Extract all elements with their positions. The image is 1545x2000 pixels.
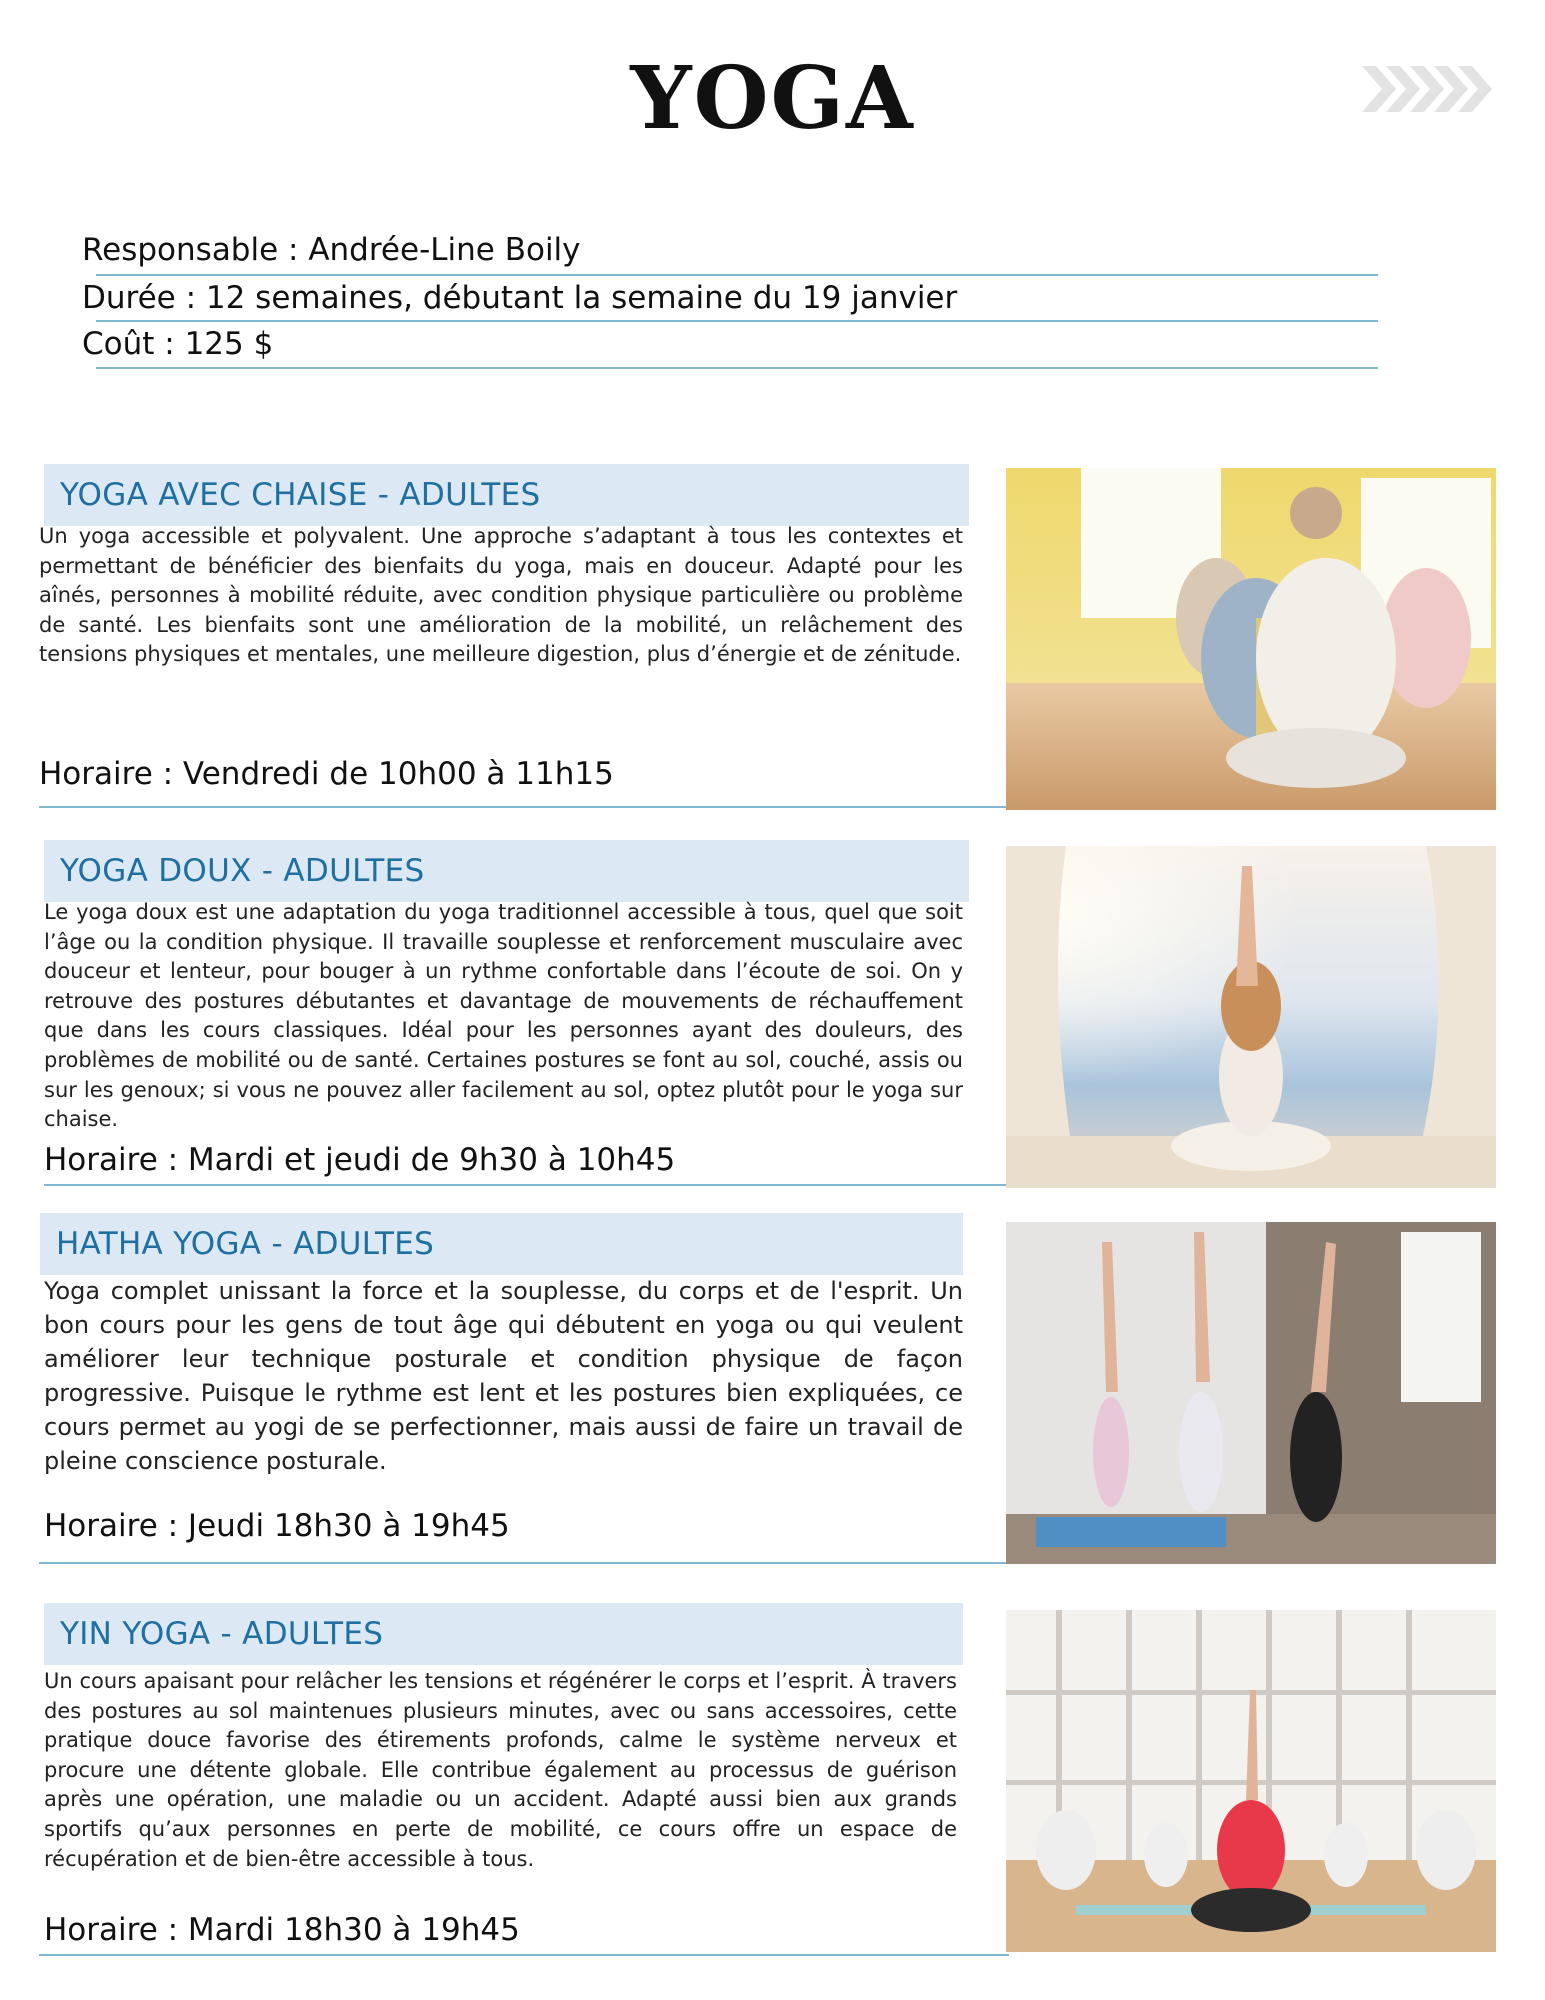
info-cout: Coût : 125 $ — [82, 326, 274, 362]
divider — [39, 806, 1009, 808]
divider — [39, 1562, 1009, 1564]
course-description: Yoga complet unissant la force et la souplesse, du corps et de l'esprit. Un bon cours pour les gens de tout âge qui débutent en yoga ou qui veulent améliorer leur technique posturale et condition physique de façon progressive. Puisque le rythme est lent et les postures bien expliquées, ce cours permet au yogi de se perfectionner, mais aussi de faire un travail de pleine conscience posturale. — [44, 1277, 963, 1475]
divider — [44, 1184, 1009, 1186]
divider — [39, 1954, 1009, 1956]
chair-yoga-photo — [1006, 468, 1496, 810]
course-schedule: Horaire : Vendredi de 10h00 à 11h15 — [39, 756, 614, 792]
course-title: YOGA AVEC CHAISE - ADULTES — [44, 464, 969, 526]
divider — [96, 367, 1378, 369]
course-title: YIN YOGA - ADULTES — [44, 1603, 963, 1665]
divider — [96, 320, 1378, 322]
hatha-yoga-photo — [1006, 1222, 1496, 1564]
course-description: Le yoga doux est une adaptation du yoga traditionnel accessible à tous, quel que soit l’âge ou la condition physique. Il travaille souplesse et renforcement musculaire avec douceur et lenteur, pour bouger à un rythme confortable dans l’écoute de soi. On y retrouve des postures débutantes et davantage de mouvements de réchauffement que dans les cours classiques. Idéal pour les personnes ayant des douleurs, des problèmes de mobilité ou de santé. Certaines postures se font au sol, couché, assis ou sur les genoux; si vous ne pouvez aller facilement au sol, optez plutôt pour le yoga sur chaise. — [44, 900, 963, 1132]
divider — [96, 274, 1378, 276]
course-schedule: Horaire : Jeudi 18h30 à 19h45 — [44, 1508, 510, 1544]
yin-yoga-photo — [1006, 1610, 1496, 1952]
course-description: Un cours apaisant pour relâcher les tensions et régénérer le corps et l’esprit. À travers des postures au sol maintenues plusieurs minutes, avec ou sans accessoires, cette pratique douce favorise des étirements profonds, calme le système nerveux et procure une détente globale. Elle contribue également au processus de guérison après une opération, une maladie ou un accident. Adapté aussi bien aux grands sportifs qu’aux personnes en perte de mobilité, ce cours offre un espace de récupération et de bien-être accessible à tous. — [44, 1669, 957, 1871]
course-title: HATHA YOGA - ADULTES — [40, 1213, 963, 1275]
course-schedule: Horaire : Mardi et jeudi de 9h30 à 10h45 — [44, 1142, 676, 1178]
info-responsable: Responsable : Andrée-Line Boily — [82, 232, 581, 268]
course-description: Un yoga accessible et polyvalent. Une approche s’adaptant à tous les contextes et permettant de bénéficier des bienfaits du yoga, mais en douceur. Adapté pour les aînés, personnes à mobilité réduite, avec condition physique particulière ou problème de santé. Les bienfaits sont une amélioration de la mobilité, un relâchement des tensions physiques et mentales, une meilleure digestion, plus d’énergie et de zénitude. — [39, 524, 963, 667]
info-duree: Durée : 12 semaines, débutant la semaine du 19 janvier — [82, 280, 958, 316]
gentle-yoga-photo — [1006, 846, 1496, 1188]
course-schedule: Horaire : Mardi 18h30 à 19h45 — [44, 1912, 520, 1948]
chevron-right-icon — [1362, 64, 1492, 114]
course-title: YOGA DOUX - ADULTES — [44, 840, 969, 902]
page-title: YOGA — [630, 48, 915, 149]
